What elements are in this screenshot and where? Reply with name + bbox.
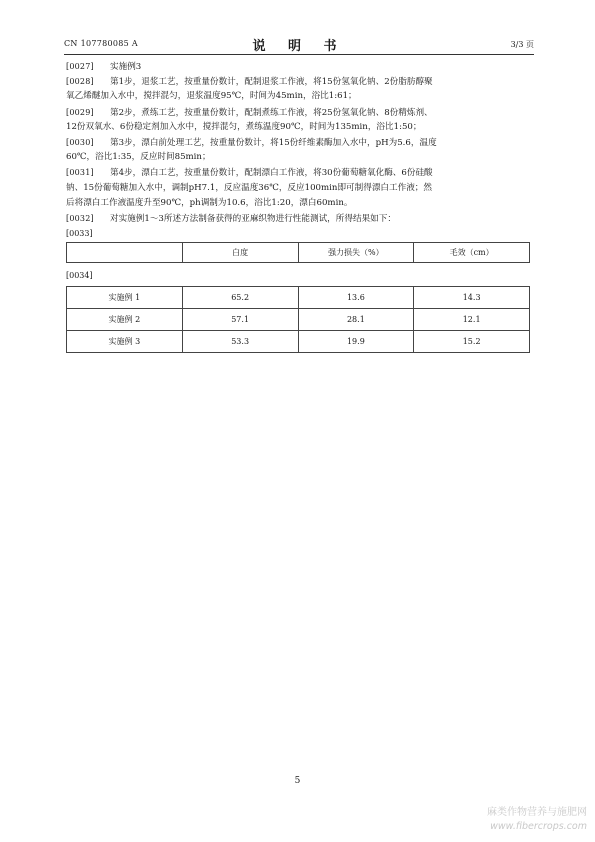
paragraph-text: 实施例3 xyxy=(110,62,142,72)
table-header-cell: 强力损失（%） xyxy=(298,243,414,263)
page-number: 5 xyxy=(294,776,301,786)
paragraph-line: 60℃，浴比1:35，反应时间85min； xyxy=(66,152,211,163)
publication-number: CN 107780085 A xyxy=(64,39,138,48)
table-cell: 13.6 xyxy=(298,287,414,309)
paragraph-tag: [0032] xyxy=(66,213,94,223)
document-title: 说 明 书 xyxy=(252,39,346,54)
paragraph xyxy=(66,105,532,135)
results-table-header xyxy=(66,242,530,263)
paragraph-tag: [0033] xyxy=(66,229,93,239)
paragraph-line xyxy=(66,165,532,180)
paragraph-line xyxy=(66,135,532,150)
results-table-body xyxy=(66,286,530,353)
table-cell: 19.9 xyxy=(298,331,414,353)
table-cell: 实施例 2 xyxy=(67,309,183,331)
paragraph-text: 第1步，退浆工艺，按重量份数计，配制退浆工作液，将15份氢氧化钠、2份脂肪醇聚 xyxy=(110,77,433,88)
table-cell: 53.3 xyxy=(182,331,298,353)
paragraph-text: 对实施例1～3所述方法制备获得的亚麻织物进行性能测试，所得结果如下： xyxy=(110,213,396,224)
paragraph-tag: [0030] xyxy=(66,137,94,147)
table-cell: 57.1 xyxy=(182,309,298,331)
paragraph-tag: [0031] xyxy=(66,168,94,178)
table-row xyxy=(67,287,530,309)
table-row xyxy=(67,331,530,353)
document-body xyxy=(66,59,532,353)
table-header-cell: 白度 xyxy=(182,243,298,263)
table-header-cell xyxy=(67,243,183,263)
table-header-row xyxy=(67,243,530,263)
table-cell: 14.3 xyxy=(414,287,530,309)
table-cell: 15.2 xyxy=(414,331,530,353)
paragraph-line xyxy=(66,105,532,120)
watermark xyxy=(487,806,587,834)
paragraph-text: 第3步，漂白前处理工艺，按重量份数计，将15份纤维素酶加入水中，pH为5.6，温度 xyxy=(110,137,437,148)
paragraph-tag: [0027] xyxy=(66,62,94,71)
paragraph-line: 后将漂白工作液温度升至90℃，ph调制为10.6，浴比1:20，漂白60min。 xyxy=(66,197,353,208)
paragraph-line: 氧乙烯醚加入水中，搅拌混匀，退浆温度95℃，时间为45min，浴比1:61； xyxy=(66,91,357,102)
page-header xyxy=(64,36,534,55)
paragraph xyxy=(66,135,532,165)
watermark-site-name: 麻类作物营养与施肥网 xyxy=(487,807,587,818)
table-cell: 65.2 xyxy=(182,287,298,309)
paragraph-tag: [0028] xyxy=(66,77,94,87)
paragraph xyxy=(66,211,532,226)
page-indicator: 3/3 页 xyxy=(510,40,534,49)
paragraph-line: 12份双氧水、6份稳定剂加入水中，搅拌混匀，煮练温度90℃，时间为135min，浴比1:50； xyxy=(66,121,422,132)
table-header-cell: 毛效（cm） xyxy=(414,243,530,263)
paragraph xyxy=(66,59,532,74)
table-row xyxy=(67,309,530,331)
paragraph xyxy=(66,165,532,211)
paragraph-text: 第2步，煮练工艺，按重量份数计，配制煮练工作液，将25份氢氧化钠、8份精炼剂、 xyxy=(110,107,433,118)
table-cell: 28.1 xyxy=(298,309,414,331)
watermark-url: www.fibercrops.com xyxy=(490,821,587,832)
paragraph-text: 第4步，漂白工艺，按重量份数计，配制漂白工作液，将30份葡萄糖氧化酶、6份硅酸 xyxy=(110,168,433,179)
paragraph-tag: [0034] xyxy=(66,271,93,281)
paragraph-line xyxy=(66,211,532,226)
table-cell: 实施例 1 xyxy=(67,287,183,309)
paragraph-line: 钠、15份葡萄糖加入水中，调制pH7.1，反应温度36℃，反应100min即可制得漂白工作液；然 xyxy=(66,182,432,193)
paragraph-tag: [0029] xyxy=(66,107,94,117)
paragraph-line xyxy=(66,59,532,74)
table-cell: 实施例 3 xyxy=(67,331,183,353)
table-cell: 12.1 xyxy=(414,309,530,331)
paragraph xyxy=(66,74,532,104)
paragraph-line xyxy=(66,74,532,89)
